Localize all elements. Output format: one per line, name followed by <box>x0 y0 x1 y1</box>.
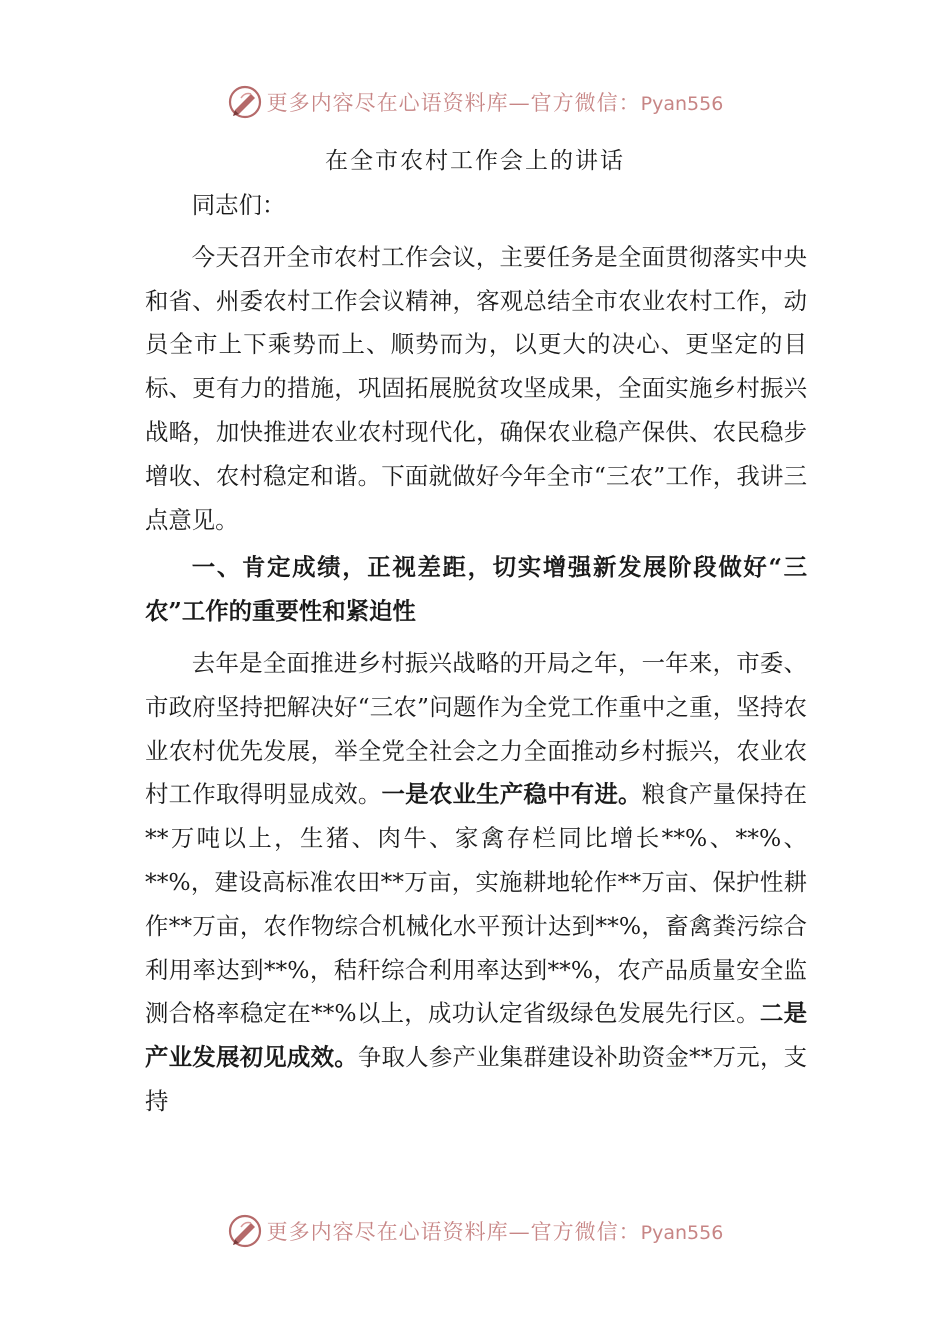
para-text: 争取人参产业集群建设补助资金**万元，支持 <box>145 1043 808 1115</box>
section-1-heading: 一、肯定成绩，正视差距，切实增强新发展阶段做好“三农”工作的重要性和紧迫性 <box>145 553 807 626</box>
document-title: 在全市农村工作会上的讲话 <box>325 148 625 174</box>
point-2-heading: 二是产业发展初见成效。 <box>145 999 808 1072</box>
watermark-text: 更多内容尽在心语资料库—官方微信：Pyan556 <box>266 1220 724 1244</box>
watermark-text: 更多内容尽在心语资料库—官方微信：Pyan556 <box>266 91 724 115</box>
watermark-wechat-id: Pyan556 <box>640 93 724 115</box>
pen-circle-logo-icon <box>227 1213 263 1249</box>
intro-paragraph: 今天召开全市农村工作会议，主要任务是全面贯彻落实中央和省、州委农村工作会议精神，客观总结全市农业农村工作，动员全市上下乘势而上、顺势而为，以更大的决心、更坚定的目标、更有力的措施，巩固拓展脱贫攻坚成果，全面实施乡村振兴战略，加快推进农业农村现代化，确保农业稳产保供、农民稳步增收、农村稳定和谐。下面就做好今年全市“三农”工作，我讲三点意见。 <box>145 242 807 534</box>
section-1-paragraph <box>145 642 807 1124</box>
para-text: 粮食产量保持在**万吨以上，生猪、肉牛、家禽存栏同比增长**%、**%、**%，建设高标准农田**万亩，实施耕地轮作**万亩、保护性耕作**万亩，农作物综合机械化水平预计达到**%，畜禽粪污综合利用率达到**%，秸秆综合利用率达到**%，农产品质量安全监测合格率稳定在**%以上，成功认定省级绿色发展先行区。 <box>145 780 808 1028</box>
document-body <box>145 184 807 1124</box>
greeting: 同志们： <box>191 191 286 219</box>
watermark-footer <box>0 1211 950 1251</box>
para-text: 去年是全面推进乡村振兴战略的开局之年，一年来，市委、市政府坚持把解决好“三农”问题作为全党工作重中之重，坚持农业农村优先发展，举全党全社会之力全面推动乡村振兴，农业农村工作取得明显成效。 <box>145 648 807 809</box>
pen-circle-logo-icon <box>227 84 263 120</box>
point-1-heading: 一是农业生产稳中有进。 <box>381 780 642 809</box>
watermark-wechat-id: Pyan556 <box>640 1222 724 1244</box>
watermark-header <box>0 82 950 122</box>
